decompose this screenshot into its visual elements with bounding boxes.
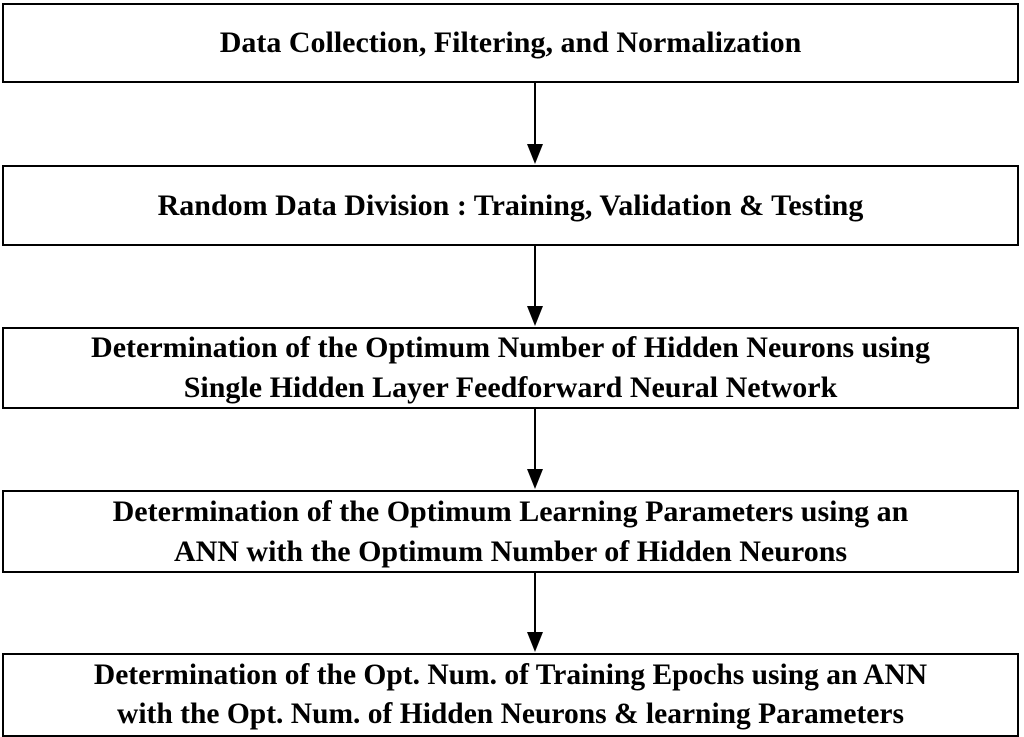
step-4-line-2: ANN with the Optimum Number of Hidden Neurons: [173, 534, 848, 568]
step-1-line-1: Data Collection, Filtering, and Normalization: [219, 26, 802, 59]
step-3-line-2: Single Hidden Layer Feedforward Neural Network: [183, 371, 838, 404]
arrow-4-to-5: [527, 573, 543, 652]
step-5-box: [2, 653, 1019, 737]
step-3-box: [2, 327, 1019, 409]
step-2-line-1: Random Data Division : Training, Validation & Testing: [157, 188, 864, 222]
step-1-box: [2, 3, 1019, 83]
arrow-2-to-3: [527, 246, 543, 326]
step-4-line-1: Determination of the Optimum Learning Parameters using an: [112, 494, 909, 528]
arrow-3-to-4: [527, 409, 543, 489]
step-3-line-1: Determination of the Optimum Number of Hidden Neurons using: [91, 331, 930, 364]
step-2-box: [2, 165, 1019, 246]
step-5-line-2: with the Opt. Num. of Hidden Neurons & learning Parameters: [117, 698, 904, 730]
step-4-box: [2, 490, 1019, 573]
step-5-line-1: Determination of the Opt. Num. of Training Epochs using an ANN: [93, 659, 928, 691]
arrow-1-to-2: [527, 83, 543, 164]
